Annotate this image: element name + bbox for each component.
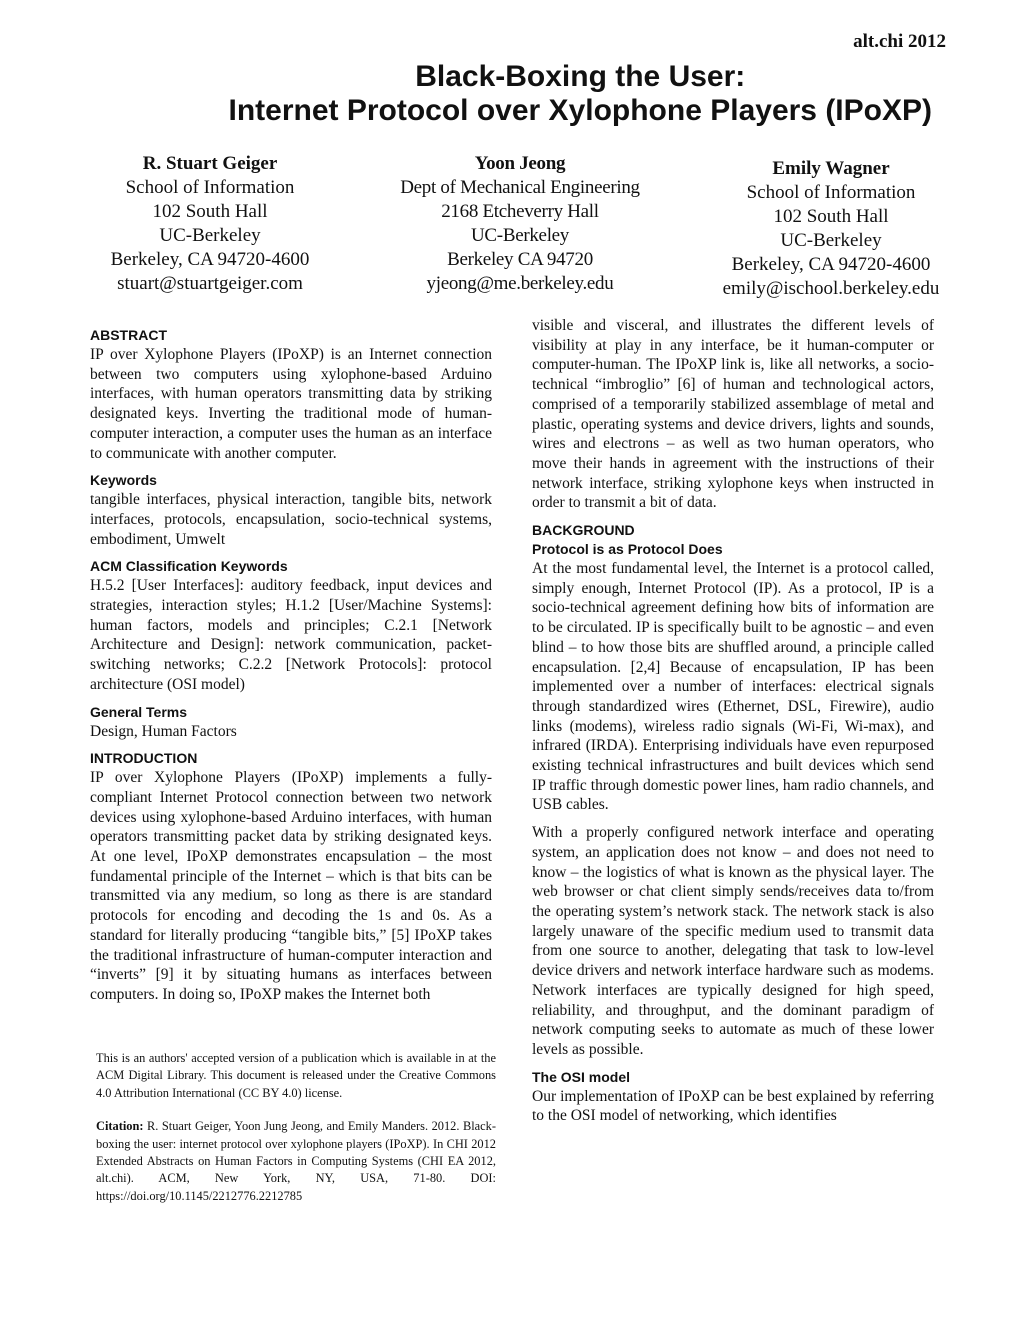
author-institution: UC-Berkeley bbox=[780, 230, 882, 251]
protocol-subheading: Protocol is as Protocol Does bbox=[532, 541, 723, 558]
author-email[interactable]: emily@ischool.berkeley.edu bbox=[722, 278, 940, 299]
author-block-wagner bbox=[706, 157, 956, 301]
author-email[interactable]: yjeong@me.berkeley.edu bbox=[426, 273, 614, 294]
title-line-1: Black-Boxing the User: bbox=[415, 60, 746, 93]
acm-text: H.5.2 [User Interfaces]: auditory feedback, input devices and strategies, interaction styles; H.1.2 [User/Machine Systems]: human factors, models and principles; C.2.1 [Network Architecture and Design]: network communication, packet-switching networks; C.2.2 [Network Protocols]: protocol architecture (OSI model) bbox=[90, 577, 492, 693]
author-block-jeong bbox=[380, 152, 660, 296]
general-terms-heading: General Terms bbox=[90, 703, 188, 720]
title-line-2: Internet Protocol over Xylophone Players (IPoXP) bbox=[228, 94, 932, 127]
osi-subheading: The OSI model bbox=[532, 1068, 631, 1085]
author-address: 102 South Hall bbox=[773, 206, 889, 227]
author-email[interactable]: stuart@stuartgeiger.com bbox=[117, 273, 303, 294]
keywords-text: tangible interfaces, physical interaction, tangible bits, network interfaces, protocols, encapsulation, socio-technical systems, embodiment, Umwelt bbox=[90, 491, 492, 548]
introduction-heading: INTRODUCTION bbox=[90, 750, 198, 767]
osi-text: Our implementation of IPoXP can be best explained by referring to the OSI model of networking, which identifies bbox=[532, 1087, 934, 1125]
acm-heading: ACM Classification Keywords bbox=[90, 558, 288, 575]
author-affiliation: Dept of Mechanical Engineering bbox=[400, 177, 640, 198]
paper-title bbox=[229, 60, 933, 128]
author-address: 102 South Hall bbox=[152, 201, 268, 222]
citation bbox=[96, 1118, 496, 1205]
author-institution: UC-Berkeley bbox=[471, 225, 569, 246]
citation-text: R. Stuart Geiger, Yoon Jung Jeong, and Emily Manders. 2012. Black-boxing the user: internet protocol over xylophone players (IPoXP). In CHI 2012 Extended Abstracts on Human Factors in Computing Systems (CHI EA 2012, alt.chi). ACM, New York, NY, USA, 71-80. DOI: https://doi.org/10.1145/2212776.2212785 bbox=[96, 1119, 496, 1203]
abstract-heading: ABSTRACT bbox=[90, 327, 167, 343]
introduction-continued: visible and visceral, and illustrates the different levels of visibility at play in any interface, be it human-computer or computer-human. The IPoXP link is, like all networks, a socio-technical “imbroglio” [6] of human and technological actors, comprised of a temporarily stabilized assemblage of metal and plastic, operating systems and device drivers, lights and sounds, wires and electrons – as well as two human operators, who move their hands in agreement with the instructions of their network interface, striking xylophone keys when instructed in order to transmit a bit of data. bbox=[532, 317, 934, 512]
author-city: Berkeley CA 94720 bbox=[447, 249, 593, 270]
author-address: 2168 Etcheverry Hall bbox=[441, 201, 599, 222]
copyright-notice bbox=[96, 1050, 496, 1221]
venue-label: alt.chi 2012 bbox=[853, 31, 946, 52]
author-name: R. Stuart Geiger bbox=[142, 153, 278, 174]
network-stack-text: With a properly configured network interface and operating system, an application does not know – and does not need to know – the logistics of what is known as the physical layer. The web browser or chat client simply sends/receives data to/from the operating system’s network stack. The network stack is also largely unaware of the specific medium used to transmit data from one source to another, delegating that task to low-level device drivers and network interface hardware such as modems. Network interfaces are typically designed for high speed, reliability, and throughput, and the dominant paradigm of network computing seeks to automate as much of these lower levels as possible. bbox=[532, 824, 934, 1058]
author-name: Yoon Jeong bbox=[474, 153, 566, 174]
author-name: Emily Wagner bbox=[772, 158, 890, 179]
author-affiliation: School of Information bbox=[125, 177, 295, 198]
author-city: Berkeley, CA 94720-4600 bbox=[731, 254, 931, 275]
author-institution: UC-Berkeley bbox=[159, 225, 261, 246]
author-block-geiger bbox=[90, 152, 330, 296]
left-column bbox=[90, 320, 492, 1013]
author-city: Berkeley, CA 94720-4600 bbox=[110, 249, 310, 270]
protocol-text: At the most fundamental level, the Internet is a protocol called, simply enough, Internet Protocol (IP). As a protocol, IP is a socio-technical agreement defining how bits of information are to be circulated. IP is specifically built to be agnostic – and even blind – to how those bits are shuffled around, a principle called encapsulation. [2,4] Because of encapsulation, IP has been implemented over a number of interfaces: electrical signals through standardized wires (Ethernet, DSL, Firewire), audio links (modems), wireless radio signals (Wi-Fi, Wi-max), and infrared (IRDA). Enterprising individuals have even repurposed existing technical infrastructures and built devices which send IP traffic through domestic power lines, ham radio channels, and USB cables. bbox=[532, 560, 934, 814]
general-terms-text: Design, Human Factors bbox=[90, 722, 237, 740]
introduction-text: IP over Xylophone Players (IPoXP) implements a fully-compliant Internet Protocol connection between two network devices using xylophone-based Arduino interfaces, with human operators transmitting packet data by striking designated keys. At one level, IPoXP demonstrates encapsulation – the most fundamental principle of the Internet – which is that bits can be transmitted via any medium, so long as there is are standard protocols for encoding and decoding the 1s and 0s. As a standard for literally producing “tangible bits,” [5] IPoXP takes the traditional infrastructure of human-computer interaction and “inverts” [9] it by situating humans as interfaces between computers. In doing so, IPoXP makes the Internet both bbox=[90, 769, 492, 1003]
author-affiliation: School of Information bbox=[746, 182, 916, 203]
right-column bbox=[532, 316, 934, 1134]
license-text: This is an authors' accepted version of a publication which is available in at the ACM Digital Library. This document is released under the Creative Commons 4.0 Attribution International (CC BY 4.0) license. bbox=[96, 1051, 496, 1100]
background-heading: BACKGROUND bbox=[532, 522, 635, 539]
citation-label: Citation: bbox=[96, 1119, 144, 1134]
keywords-heading: Keywords bbox=[90, 472, 157, 489]
abstract-text: IP over Xylophone Players (IPoXP) is an Internet connection between two computers using xylophone-based Arduino interfaces, with human operators transmitting data by striking designated keys. Inverting the traditional mode of human-computer interaction, a computer uses the human as an interface to communicate with another computer. bbox=[90, 346, 492, 462]
